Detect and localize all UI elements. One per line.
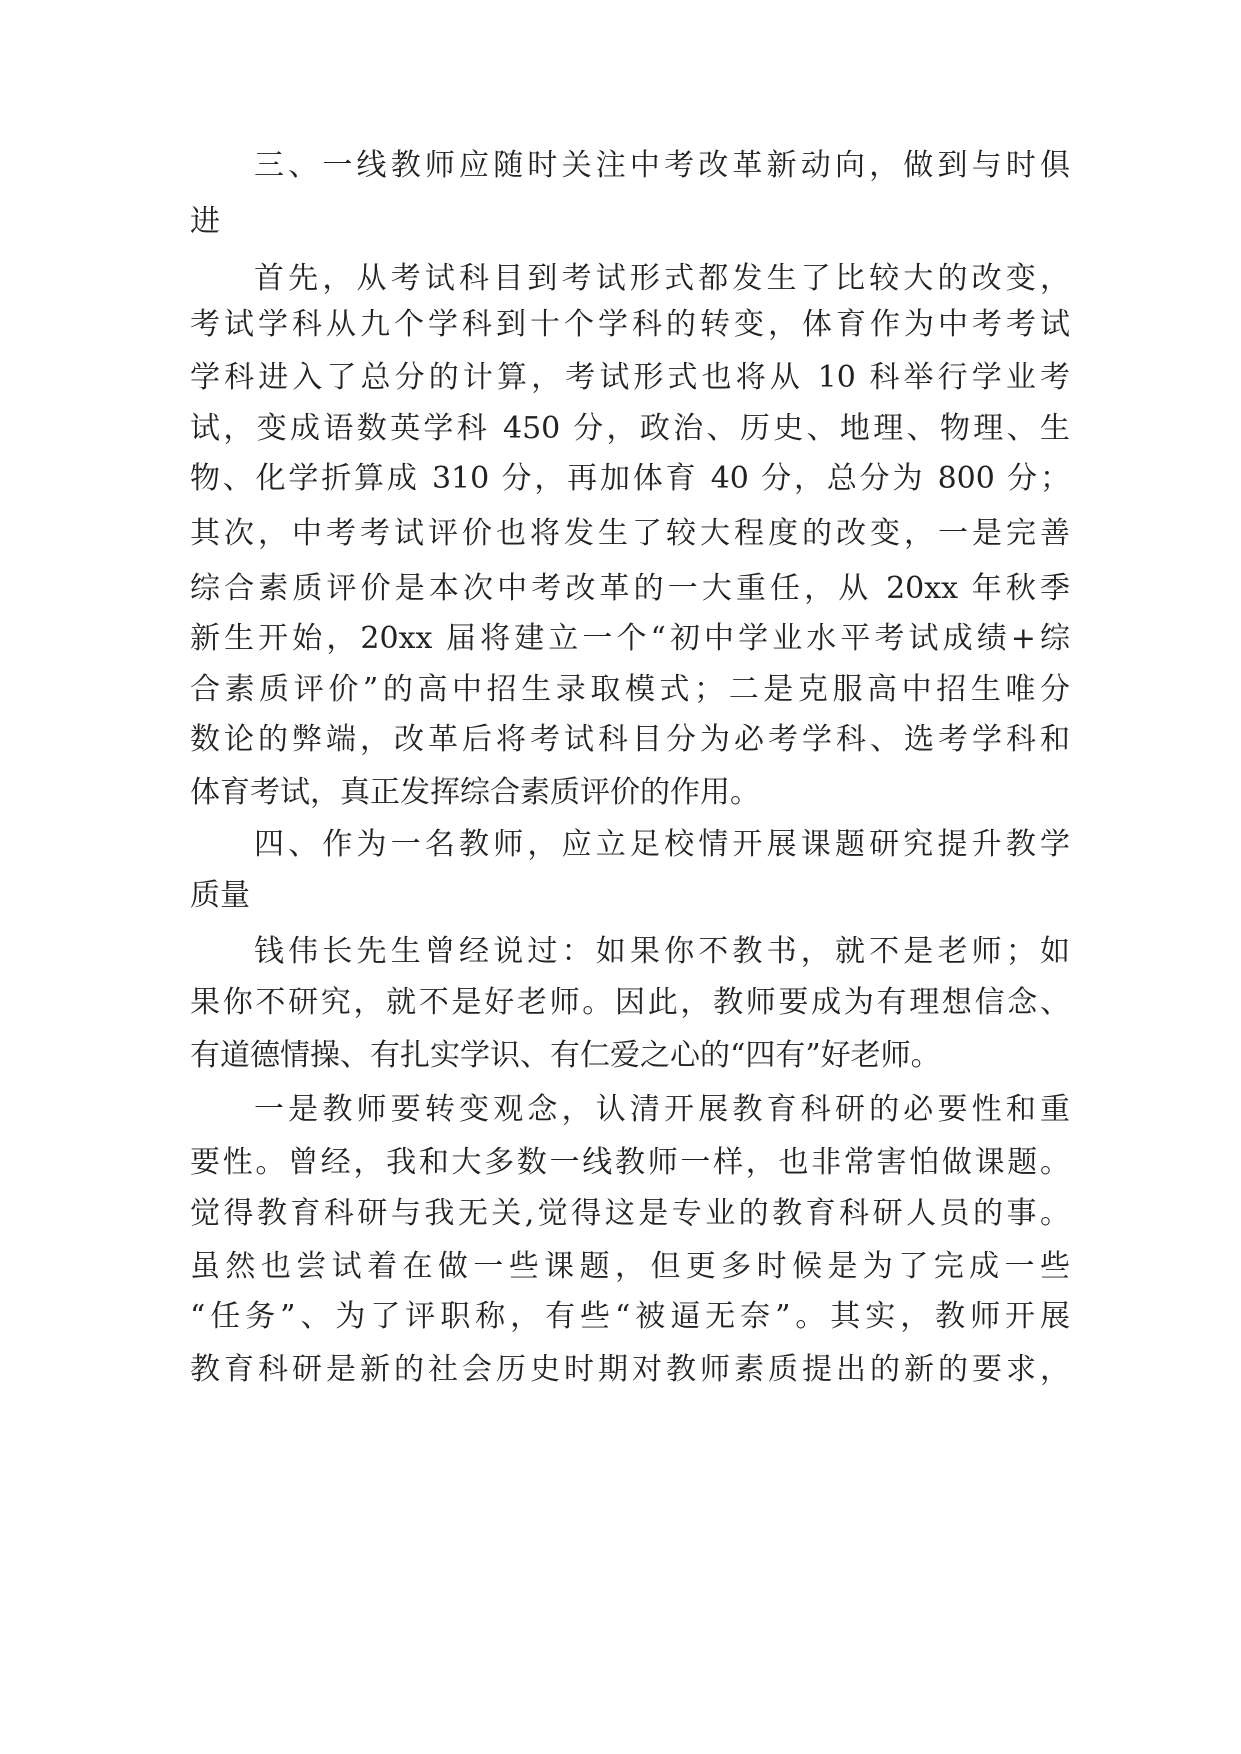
paragraph-1-line-6: 其次，中考考试评价也将发生了较大程度的改变，一是完善 [190,516,1070,551]
paragraph-3-line-5: “任务”、为了评职称，有些“被逼无奈”。其实，教师开展 [190,1299,1070,1334]
paragraph-2-line-1: 钱伟长先生曾经说过：如果你不教书，就不是老师；如 [254,934,1070,969]
paragraph-1-line-8: 新生开始，20xx 届将建立一个“初中学业水平考试成绩+综 [190,621,1070,656]
paragraph-1-line-1: 首先，从考试科目到考试形式都发生了比较大的改变， [254,261,1070,296]
paragraph-1-line-5: 物、化学折算成 310 分，再加体育 40 分，总分为 800 分； [190,461,1070,496]
paragraph-2-line-2: 果你不研究，就不是好老师。因此，教师要成为有理想信念、 [190,985,1070,1020]
paragraph-1-line-3: 学科进入了总分的计算，考试形式也将从 10 科举行学业考 [190,360,1070,395]
heading-section-4-line-1: 四、作为一名教师，应立足校情开展课题研究提升教学 [254,827,1070,862]
paragraph-2-line-3: 有道德情操、有扎实学识、有仁爱之心的“四有”好老师。 [190,1038,941,1073]
paragraph-1-line-11: 体育考试，真正发挥综合素质评价的作用。 [190,775,760,810]
paragraph-1-line-9: 合素质评价”的高中招生录取模式；二是克服高中招生唯分 [190,672,1070,707]
paragraph-1-line-7: 综合素质评价是本次中考改革的一大重任，从 20xx 年秋季 [190,571,1070,606]
paragraph-1-line-10: 数论的弊端，改革后将考试科目分为必考学科、选考学科和 [190,722,1070,757]
paragraph-3-line-3: 觉得教育科研与我无关,觉得这是专业的教育科研人员的事。 [190,1196,1070,1231]
heading-section-3-line-2: 进 [190,204,220,239]
heading-section-3-line-1: 三、一线教师应随时关注中考改革新动向，做到与时俱 [254,148,1070,183]
paragraph-1-line-2: 考试学科从九个学科到十个学科的转变，体育作为中考考试 [190,307,1070,342]
paragraph-3-line-4: 虽然也尝试着在做一些课题，但更多时候是为了完成一些 [190,1249,1070,1284]
paragraph-3-line-2: 要性。曾经，我和大多数一线教师一样，也非常害怕做课题。 [190,1145,1070,1180]
paragraph-3-line-1: 一是教师要转变观念，认清开展教育科研的必要性和重 [254,1092,1070,1127]
paragraph-3-line-6: 教育科研是新的社会历史时期对教师素质提出的新的要求， [190,1352,1070,1387]
paragraph-1-line-4: 试，变成语数英学科 450 分，政治、历史、地理、物理、生 [190,411,1070,446]
heading-section-4-line-2: 质量 [190,878,250,913]
